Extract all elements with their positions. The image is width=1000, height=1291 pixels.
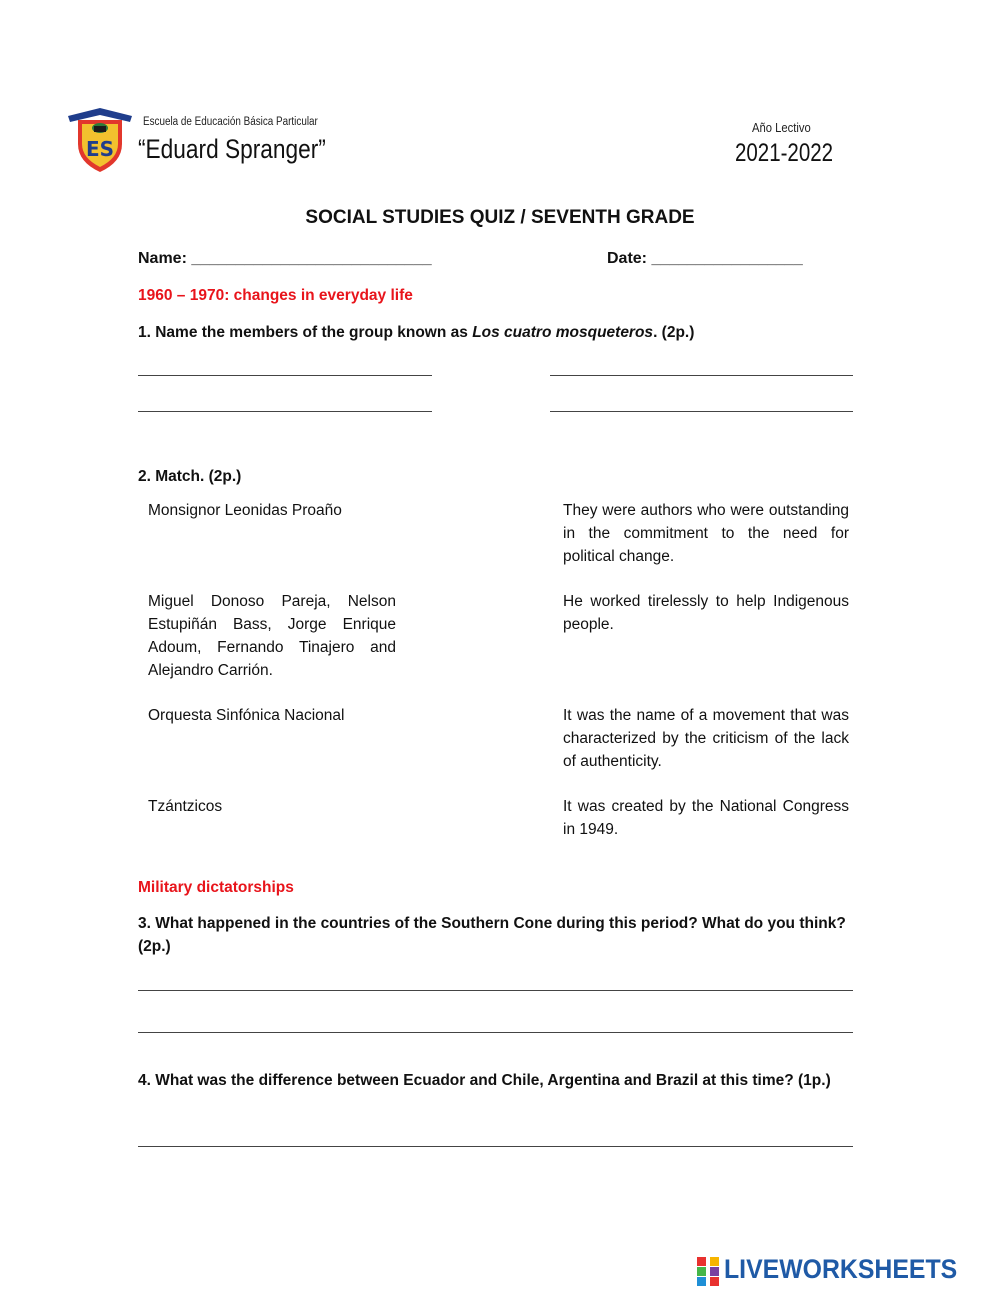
brand-square-yellow: [710, 1257, 719, 1266]
liveworksheets-icon-2: [710, 1257, 722, 1285]
answer-line-q4-1[interactable]: [138, 1146, 853, 1147]
brand-square-blue: [697, 1277, 706, 1286]
liveworksheets-logo-text[interactable]: LIVEWORKSHEETS: [724, 1254, 958, 1284]
school-year-value: 2021-2022: [735, 139, 834, 167]
liveworksheets-icon: [697, 1257, 709, 1285]
match-left-item-1[interactable]: Monsignor Leonidas Proaño: [148, 502, 342, 519]
question-4: 4. What was the difference between Ecuador and Chile, Argentina and Brazil at this time? (1p.): [138, 1072, 831, 1089]
logo-initials: ES: [85, 137, 115, 161]
school-name: “Eduard Spranger”: [138, 134, 326, 164]
brand-square-red-2: [710, 1277, 719, 1286]
question-1-italic: Los cuatro mosqueteros: [472, 324, 654, 341]
brand-square-red: [697, 1257, 706, 1266]
answer-line-q3-2[interactable]: [138, 1032, 853, 1033]
school-logo: [64, 104, 136, 176]
match-right-item-4[interactable]: It was created by the National Congress in 1949.: [563, 798, 849, 838]
brand-square-purple: [710, 1267, 719, 1276]
match-right-item-1[interactable]: They were authors who were outstanding in the commitment to the need for political change.: [563, 502, 849, 565]
match-left-item-2[interactable]: Miguel Donoso Pareja, Nelson Estupiñán Bass, Jorge Enrique Adoum, Fernando Tinajero and Alejandro Carrión.: [148, 593, 396, 679]
question-3: 3. What happened in the countries of the Southern Cone during this period? What do you think? (2p.): [138, 915, 846, 955]
section-heading-1960-1970: 1960 – 1970: changes in everyday life: [138, 287, 413, 304]
section-heading-military: Military dictatorships: [138, 879, 294, 896]
answer-line-q1-2[interactable]: [550, 375, 853, 376]
answer-line-q3-1[interactable]: [138, 990, 853, 991]
match-left-item-4[interactable]: Tzántzicos: [148, 798, 223, 815]
quiz-title: SOCIAL STUDIES QUIZ / SEVENTH GRADE: [305, 207, 695, 228]
school-subtitle: Escuela de Educación Básica Particular: [143, 116, 318, 128]
date-field[interactable]: Date: _________________: [607, 250, 803, 267]
name-field[interactable]: Name: ___________________________: [138, 250, 432, 267]
match-right-item-3[interactable]: It was the name of a movement that was characterized by the criticism of the lack of authenticity.: [563, 707, 849, 770]
question-2: 2. Match. (2p.): [138, 468, 242, 485]
match-right-item-2[interactable]: He worked tirelessly to help Indigenous people.: [563, 593, 849, 633]
question-1-prefix: 1. Name the members of the group known as: [138, 324, 473, 341]
answer-line-q1-1[interactable]: [138, 375, 432, 376]
brand-square-green: [697, 1267, 706, 1276]
answer-line-q1-3[interactable]: [138, 411, 432, 412]
question-1: [138, 321, 863, 344]
match-left-item-3[interactable]: Orquesta Sinfónica Nacional: [148, 707, 345, 724]
school-year-label: Año Lectivo: [752, 121, 811, 135]
question-1-suffix: . (2p.): [653, 324, 695, 341]
answer-line-q1-4[interactable]: [550, 411, 853, 412]
